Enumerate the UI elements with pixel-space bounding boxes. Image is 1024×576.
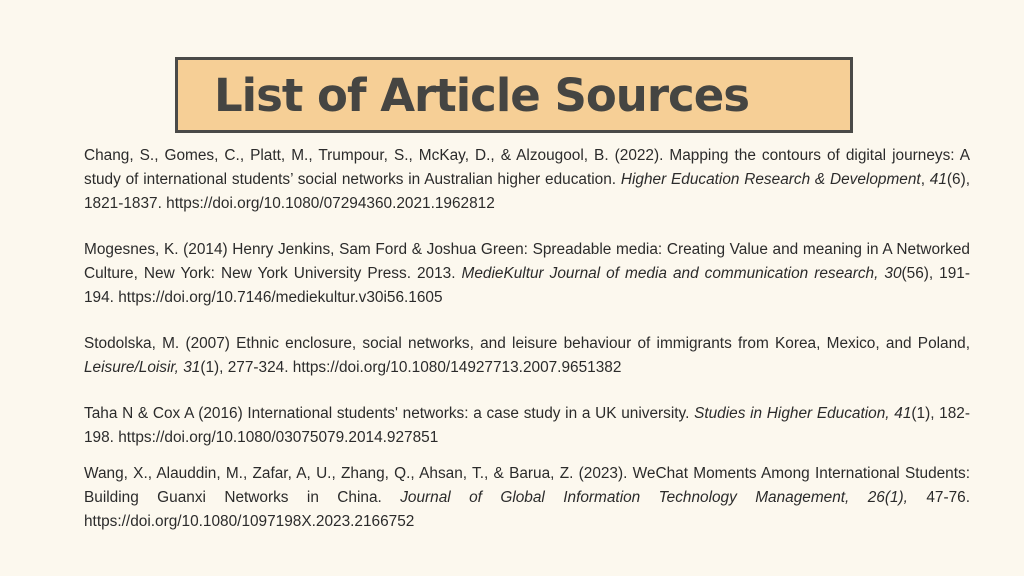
reference-text: Chang, S., Gomes, C., Platt, M., Trumpour, S., McKay, D., & Alzougool, B. (2022). Mapping the contours of digital journeys: A study of international students’ social networks in Australian higher education.	[84, 147, 970, 188]
journal-title: Higher Education Research & Development	[620, 171, 921, 188]
reference-item	[84, 144, 970, 216]
reference-item	[84, 238, 970, 310]
reference-separator: ,	[920, 171, 930, 188]
journal-title: Studies in Higher Education, 41	[694, 405, 912, 422]
reference-details: 47-76. https://doi.org/10.1080/1097198X.2023.2166752	[84, 489, 971, 530]
reference-item	[84, 402, 970, 450]
reference-details: (1), 182-198. https://doi.org/10.1080/03075079.2014.927851	[84, 405, 970, 446]
reference-text: Mogesnes, K. (2014) Henry Jenkins, Sam Ford & Joshua Green: Spreadable media: Creating Value and meaning in A Networked Culture, New York: New York University Press. 2013.	[84, 241, 970, 282]
reference-details: (1), 277-324. https://doi.org/10.1080/14927713.2007.9651382	[200, 359, 622, 376]
title-box	[175, 57, 853, 133]
journal-title: Journal of Global Information Technology Management, 26(1),	[400, 489, 908, 506]
journal-volume: 41	[929, 171, 947, 188]
page-title: List of Article Sources	[214, 69, 749, 122]
journal-title: MedieKultur Journal of media and communication research, 30	[461, 265, 902, 282]
journal-title: Leisure/Loisir, 31	[84, 359, 201, 376]
reference-item	[84, 462, 970, 534]
reference-details: (56), 191-194. https://doi.org/10.7146/mediekultur.v30i56.1605	[84, 265, 970, 306]
reference-item	[84, 332, 970, 380]
reference-text: Taha N & Cox A (2016) International students' networks: a case study in a UK university.	[84, 405, 695, 422]
reference-text: Stodolska, M. (2007) Ethnic enclosure, social networks, and leisure behaviour of immigrants from Korea, Mexico, and Poland,	[84, 335, 970, 352]
reference-list	[84, 144, 970, 534]
reference-details: (6), 1821-1837. https://doi.org/10.1080/07294360.2021.1962812	[84, 171, 970, 212]
reference-text: Wang, X., Alauddin, M., Zafar, A, U., Zhang, Q., Ahsan, T., & Barua, Z. (2023). WeChat Moments Among International Students: Building Guanxi Networks in China.	[84, 465, 970, 506]
